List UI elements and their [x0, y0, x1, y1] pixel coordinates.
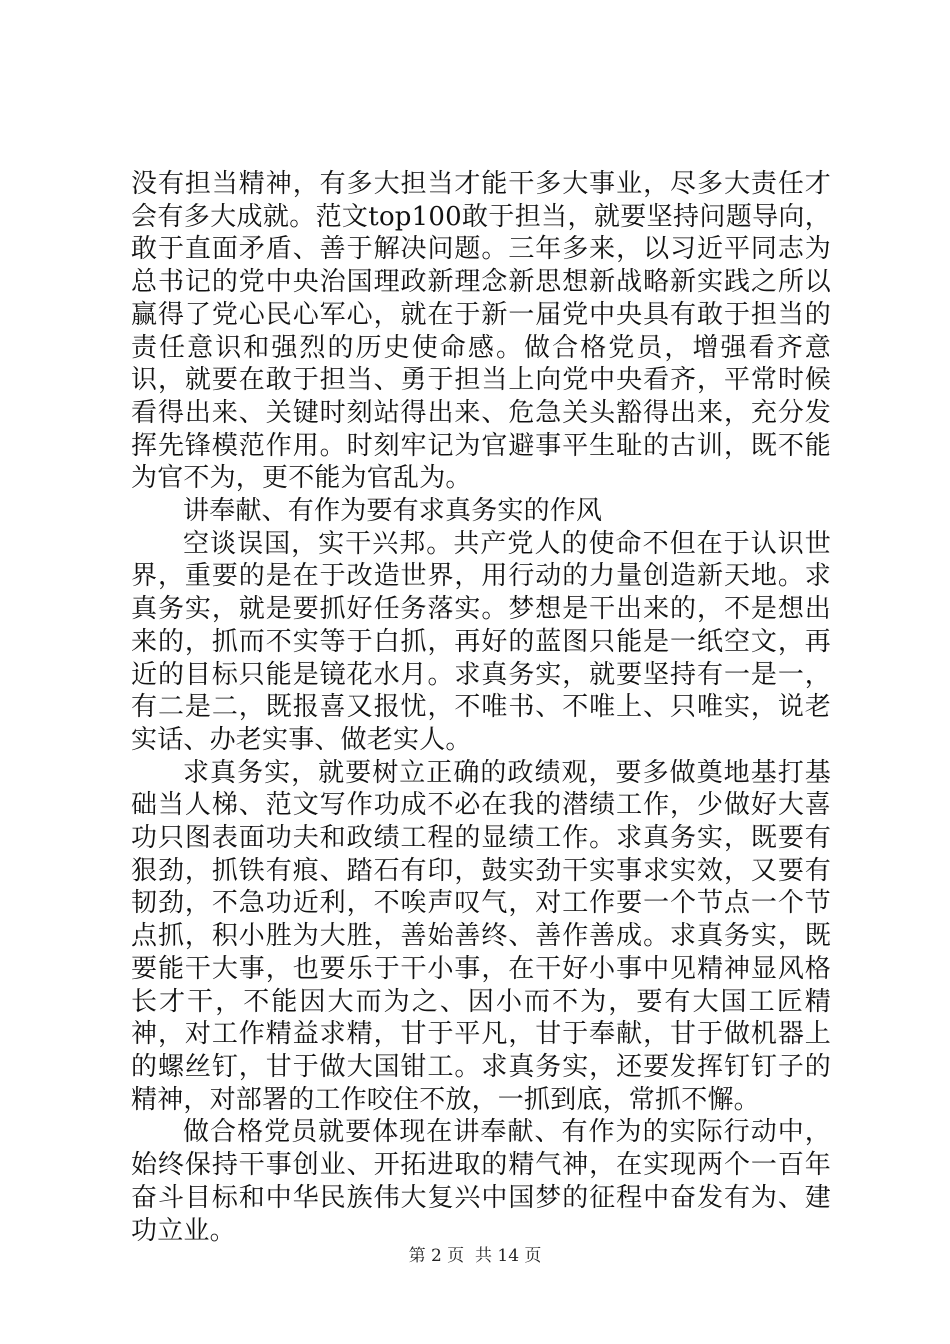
page-number-label: 第 2 页 共 14 页 [408, 1246, 542, 1266]
paragraph-1: 没有担当精神，有多大担当才能干多大事业，尽多大责任才会有多大成就。范文top100敢于担当，就要坚持问题导向，敢于直面矛盾、善于解决问题。三年多来，以习近平同志为总书记的党中央治国理政新理念新思想新战略新实践之所以赢得了党心民心军心，就在于新一届党中央具有敢于担当的责任意识和强烈的历史使命感。做合格党员，增强看齐意识，就要在敢于担当、勇于担当上向党中央看齐，平常时候看得出来、关键时刻站得出来、危急关头豁得出来，充分发挥先锋模范作用。时刻牢记为官避事平生耻的古训，既不能为官不为，更不能为官乱为。 [131, 169, 831, 494]
document-body [131, 168, 831, 1247]
paragraph-3: 求真务实，就要树立正确的政绩观，要多做奠地基打基础当人梯、范文写作功成不必在我的潜绩工作，少做好大喜功只图表面功夫和政绩工程的显绩工作。求真务实，既要有狠劲，抓铁有痕、踏石有印，鼓实劲干实事求实效，又要有韧劲，不急功近利，不唉声叹气，对工作要一个节点一个节点抓，积小胜为大胜，善始善终、善作善成。求真务实，既要能干大事，也要乐于干小事，在干好小事中见精神显风格长才干，不能因大而为之、因小而不为，要有大国工匠精神，对工作精益求精，甘于平凡，甘于奉献，甘于做机器上的螺丝钉，甘于做大国钳工。求真务实，还要发挥钉钉子的精神，对部署的工作咬住不放，一抓到底，常抓不懈。 [131, 757, 831, 1115]
page-footer [0, 1241, 950, 1266]
paragraph-4: 做合格党员就要体现在讲奉献、有作为的实际行动中，始终保持干事创业、开拓进取的精气神，在实现两个一百年奋斗目标和中华民族伟大复兴中国梦的征程中奋发有为、建功立业。 [131, 1117, 831, 1246]
section-heading: 讲奉献、有作为要有求真务实的作风 [183, 496, 603, 527]
paragraph-2: 空谈误国，实干兴邦。共产党人的使命不但在于认识世界，重要的是在于改造世界，用行动的力量创造新天地。求真务实，就是要抓好任务落实。梦想是干出来的，不是想出来的，抓而不实等于白抓，再好的蓝图只能是一纸空文，再近的目标只能是镜花水月。求真务实，就要坚持有一是一，有二是二，既报喜又报忧，不唯书、不唯上、只唯实，说老实话、办老实事、做老实人。 [131, 528, 831, 755]
